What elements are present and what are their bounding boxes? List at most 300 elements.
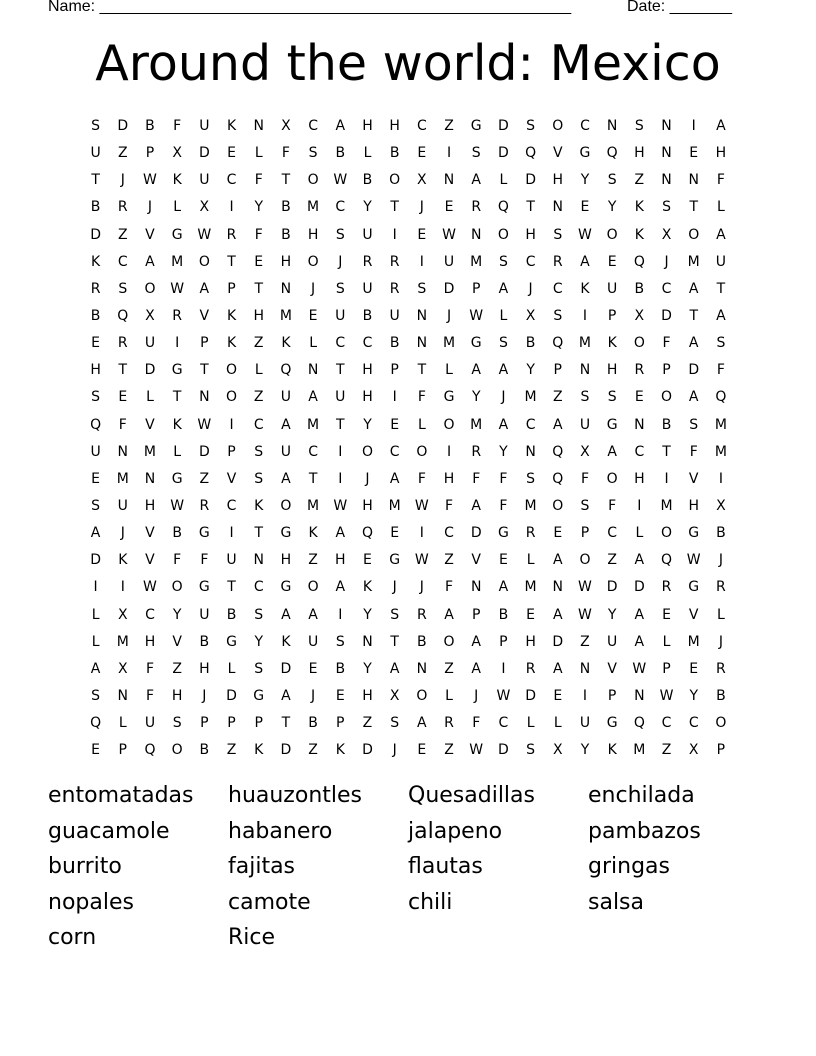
grid-letter: O	[280, 497, 292, 514]
grid-letter: I	[446, 443, 452, 460]
grid-letter: Q	[606, 145, 618, 162]
grid-letter: B	[362, 172, 373, 189]
grid-letter: H	[634, 145, 645, 162]
grid-letter: C	[145, 606, 155, 623]
grid-row	[82, 602, 735, 629]
name-field-line: Name: _____________________________________________________	[48, 0, 572, 15]
grid-letter: Z	[199, 470, 210, 487]
grid-letter: E	[118, 389, 128, 406]
grid-letter: L	[499, 172, 508, 189]
grid-letter: L	[173, 443, 182, 460]
grid-letter: V	[145, 552, 155, 569]
grid-row	[82, 439, 735, 466]
grid-letter: S	[254, 660, 264, 677]
grid-letter: G	[497, 525, 509, 542]
grid-letter: O	[307, 172, 319, 189]
word-list-item: Rice	[228, 925, 276, 951]
grid-letter: B	[525, 335, 536, 352]
grid-letter: O	[171, 742, 183, 759]
grid-letter: O	[307, 253, 319, 270]
grid-letter: H	[199, 660, 210, 677]
grid-letter: E	[417, 742, 427, 759]
grid-letter: V	[688, 470, 699, 487]
grid-letter: K	[281, 335, 291, 352]
grid-row	[82, 466, 735, 493]
grid-letter: R	[226, 226, 237, 243]
grid-letter: F	[580, 470, 589, 487]
grid-letter: I	[718, 470, 723, 487]
grid-letter: J	[501, 389, 506, 406]
grid-letter: M	[470, 253, 483, 270]
grid-letter: Y	[580, 742, 590, 759]
grid-letter: B	[362, 307, 373, 324]
grid-letter: A	[145, 253, 155, 270]
grid-letter: W	[333, 497, 348, 514]
grid-letter: Q	[715, 389, 727, 406]
grid-letter: H	[389, 118, 400, 134]
grid-letter: B	[716, 525, 726, 542]
grid-letter: D	[498, 742, 509, 759]
grid-letter: M	[524, 579, 537, 596]
grid-letter: W	[143, 579, 157, 596]
grid-letter: Z	[552, 389, 563, 406]
grid-letter: F	[472, 470, 481, 487]
grid-letter: C	[607, 525, 618, 542]
grid-letter: N	[579, 362, 591, 379]
grid-letter: A	[688, 335, 699, 352]
grid-letter: A	[498, 579, 509, 596]
grid-letter: R	[172, 307, 183, 324]
grid-row	[82, 656, 735, 683]
grid-letter: Z	[580, 633, 590, 650]
grid-letter: C	[362, 335, 373, 352]
grid-letter: Z	[308, 742, 318, 759]
grid-letter: N	[470, 226, 482, 243]
grid-letter: N	[525, 443, 536, 460]
grid-letter: M	[687, 633, 700, 650]
grid-letter: X	[716, 497, 726, 514]
grid-letter: D	[90, 226, 101, 243]
grid-letter: P	[553, 362, 562, 379]
grid-letter: O	[661, 389, 673, 406]
grid-letter: K	[607, 742, 617, 759]
grid-letter: W	[414, 552, 429, 569]
grid-letter: S	[498, 253, 508, 270]
grid-letter: G	[171, 226, 183, 243]
word-list-item: salsa	[588, 889, 644, 915]
word-list-item: jalapeno	[408, 818, 503, 844]
grid-letter: T	[716, 280, 726, 297]
grid-letter: E	[308, 660, 318, 677]
grid-letter: A	[308, 389, 318, 406]
grid-letter: L	[445, 687, 453, 704]
grid-letter: U	[362, 280, 373, 297]
grid-row	[82, 249, 735, 276]
grid-letter: I	[582, 687, 588, 704]
grid-letter: L	[254, 145, 263, 162]
grid-letter: K	[226, 307, 237, 324]
grid-letter: P	[118, 742, 127, 759]
grid-letter: J	[365, 470, 370, 487]
grid-letter: L	[553, 715, 562, 732]
grid-letter: F	[200, 552, 209, 569]
grid-letter: S	[91, 687, 101, 704]
grid-letter: O	[226, 389, 238, 406]
grid-letter: S	[607, 389, 617, 406]
grid-letter: N	[416, 335, 428, 352]
grid-letter: A	[471, 497, 481, 514]
grid-letter: G	[688, 579, 700, 596]
grid-letter: X	[417, 172, 427, 189]
grid-letter: G	[198, 579, 210, 596]
grid-letter: P	[336, 715, 345, 732]
grid-letter: C	[226, 497, 237, 514]
grid-letter: J	[338, 253, 343, 270]
grid-letter: F	[608, 497, 617, 514]
grid-letter: P	[200, 335, 209, 352]
grid-letter: J	[311, 280, 316, 297]
grid-letter: A	[716, 307, 726, 324]
grid-letter: F	[499, 497, 508, 514]
grid-letter: K	[634, 226, 644, 243]
grid-letter: H	[525, 226, 536, 243]
grid-letter: J	[392, 579, 397, 596]
grid-letter: X	[172, 145, 182, 162]
grid-letter: D	[552, 633, 564, 650]
grid-letter: X	[688, 742, 699, 759]
grid-row	[82, 303, 735, 330]
grid-letter: E	[417, 145, 427, 162]
grid-letter: Y	[499, 443, 508, 460]
date-field-line: Date: _______	[627, 0, 732, 15]
grid-letter: A	[389, 470, 400, 487]
grid-letter: V	[172, 633, 182, 650]
grid-letter: G	[606, 715, 618, 732]
word-list-item: huauzontles	[228, 783, 362, 808]
grid-letter: Y	[689, 687, 698, 704]
grid-letter: F	[254, 226, 263, 243]
grid-letter: D	[470, 525, 482, 542]
grid-letter: E	[580, 199, 590, 216]
grid-letter: M	[442, 335, 456, 352]
grid-letter: E	[634, 389, 644, 406]
grid-letter: T	[172, 389, 182, 406]
grid-letter: A	[471, 172, 481, 189]
word-list-item: gringas	[588, 854, 670, 880]
grid-letter: N	[144, 470, 156, 487]
grid-letter: B	[634, 280, 645, 297]
grid-letter: N	[661, 118, 672, 134]
grid-letter: K	[634, 199, 644, 216]
grid-letter: D	[661, 307, 672, 324]
grid-letter: N	[253, 118, 264, 134]
grid-letter: N	[552, 199, 564, 216]
grid-letter: B	[335, 660, 346, 677]
grid-letter: C	[226, 172, 237, 189]
grid-letter: Z	[308, 552, 318, 569]
word-list-item: flautas	[408, 854, 483, 880]
grid-letter: A	[580, 253, 590, 270]
grid-letter: P	[227, 443, 236, 460]
grid-letter: X	[281, 118, 291, 134]
grid-letter: D	[280, 660, 292, 677]
grid-letter: B	[661, 416, 672, 433]
grid-letter: C	[661, 280, 672, 297]
grid-letter: R	[389, 253, 400, 270]
grid-letter: O	[389, 172, 401, 189]
grid-letter: K	[91, 253, 101, 270]
grid-letter: J	[664, 253, 669, 270]
grid-row	[82, 276, 735, 303]
grid-letter: D	[498, 118, 509, 134]
grid-letter: E	[390, 416, 400, 433]
grid-letter: U	[199, 606, 210, 623]
grid-letter: E	[553, 525, 563, 542]
grid-letter: R	[716, 579, 726, 596]
grid-letter: O	[443, 633, 455, 650]
grid-letter: O	[144, 280, 156, 297]
grid-letter: M	[524, 389, 537, 406]
grid-letter: C	[498, 715, 509, 732]
grid-letter: A	[498, 416, 509, 433]
grid-letter: K	[226, 335, 237, 352]
grid-letter: S	[553, 226, 563, 243]
grid-letter: E	[335, 687, 345, 704]
grid-letter: Y	[607, 199, 617, 216]
grid-letter: O	[606, 470, 618, 487]
grid-letter: D	[688, 362, 700, 379]
word-list-item: burrito	[48, 854, 122, 880]
grid-letter: F	[445, 579, 454, 596]
grid-letter: P	[607, 687, 617, 704]
grid-letter: A	[471, 660, 481, 677]
grid-letter: D	[226, 687, 237, 704]
grid-letter: M	[687, 253, 700, 270]
grid-letter: V	[145, 416, 155, 433]
grid-row	[82, 710, 735, 737]
grid-row	[82, 629, 735, 656]
grid-letter: F	[173, 118, 182, 134]
grid-letter: F	[472, 715, 481, 732]
grid-letter: B	[226, 606, 237, 623]
grid-letter: R	[471, 443, 482, 460]
grid-letter: V	[226, 470, 237, 487]
grid-letter: B	[716, 687, 726, 704]
grid-letter: Z	[117, 226, 128, 243]
grid-letter: B	[389, 335, 400, 352]
grid-letter: A	[552, 660, 563, 677]
grid-letter: Q	[90, 715, 102, 732]
word-list-item: Quesadillas	[408, 783, 535, 808]
grid-row	[82, 520, 735, 547]
grid-letter: C	[389, 443, 400, 460]
grid-letter: F	[417, 389, 426, 406]
grid-letter: K	[335, 742, 345, 759]
grid-letter: A	[471, 362, 481, 379]
grid-letter: M	[143, 443, 157, 460]
grid-letter: H	[362, 362, 373, 379]
grid-letter: Q	[90, 416, 102, 433]
grid-letter: M	[714, 443, 727, 460]
grid-row	[82, 574, 735, 601]
grid-letter: Q	[552, 335, 564, 352]
grid-letter: E	[689, 145, 699, 162]
grid-letter: A	[634, 552, 645, 569]
grid-letter: L	[717, 199, 725, 216]
grid-letter: J	[474, 687, 479, 704]
grid-letter: O	[443, 416, 455, 433]
grid-letter: T	[417, 362, 427, 379]
grid-letter: E	[91, 335, 101, 352]
grid-letter: P	[471, 606, 481, 623]
grid-letter: C	[634, 443, 645, 460]
grid-letter: N	[552, 579, 564, 596]
grid-letter: I	[582, 307, 588, 324]
grid-letter: R	[444, 715, 454, 732]
grid-letter: N	[362, 633, 373, 650]
grid-letter: Y	[254, 633, 263, 650]
grid-letter: I	[229, 199, 234, 216]
grid-letter: I	[175, 335, 180, 352]
grid-letter: R	[552, 253, 563, 270]
grid-letter: C	[552, 280, 563, 297]
grid-letter: V	[199, 307, 210, 324]
grid-letter: J	[419, 579, 424, 596]
grid-letter: G	[253, 687, 265, 704]
grid-letter: S	[417, 280, 427, 297]
grid-letter: A	[634, 606, 645, 623]
grid-letter: D	[198, 443, 210, 460]
grid-letter: O	[661, 525, 673, 542]
grid-letter: C	[308, 118, 318, 134]
grid-letter: J	[446, 307, 452, 324]
grid-letter: Q	[280, 362, 292, 379]
grid-letter: L	[227, 660, 236, 677]
grid-letter: T	[281, 715, 291, 732]
grid-letter: L	[635, 525, 644, 542]
grid-letter: Q	[117, 307, 129, 324]
grid-letter: J	[311, 687, 316, 704]
grid-letter: R	[199, 497, 210, 514]
grid-letter: S	[335, 226, 345, 243]
grid-letter: M	[524, 497, 537, 514]
grid-row	[82, 330, 735, 357]
grid-letter: A	[335, 525, 346, 542]
grid-letter: G	[579, 145, 591, 162]
grid-letter: U	[226, 552, 237, 569]
grid-letter: S	[254, 470, 264, 487]
grid-letter: I	[338, 470, 343, 487]
grid-letter: X	[117, 606, 128, 623]
grid-letter: N	[688, 172, 699, 189]
grid-letter: A	[389, 660, 400, 677]
grid-letter: A	[335, 118, 346, 134]
grid-letter: W	[659, 687, 674, 704]
grid-letter: N	[606, 118, 618, 134]
grid-letter: B	[172, 525, 182, 542]
grid-letter: W	[442, 226, 456, 243]
grid-letter: M	[660, 497, 673, 514]
grid-letter: Z	[661, 742, 672, 759]
grid-letter: E	[91, 470, 101, 487]
grid-letter: Q	[497, 199, 509, 216]
grid-letter: F	[118, 416, 127, 433]
grid-letter: U	[389, 307, 400, 324]
grid-letter: S	[526, 118, 536, 134]
grid-letter: N	[416, 660, 428, 677]
grid-letter: F	[254, 172, 263, 189]
grid-letter: F	[445, 497, 454, 514]
grid-letter: U	[144, 715, 156, 732]
grid-letter: M	[307, 199, 320, 216]
grid-letter: T	[390, 633, 399, 650]
grid-letter: Y	[172, 606, 182, 623]
grid-letter: T	[689, 199, 698, 216]
grid-letter: Y	[363, 416, 372, 433]
grid-row	[82, 140, 735, 167]
grid-letter: H	[307, 226, 319, 243]
grid-letter: U	[335, 389, 346, 406]
grid-letter: T	[254, 280, 263, 297]
grid-letter: U	[280, 389, 292, 406]
grid-letter: R	[389, 280, 400, 297]
grid-letter: I	[338, 606, 343, 623]
grid-letter: M	[171, 253, 184, 270]
grid-letter: G	[606, 416, 618, 433]
grid-letter: R	[525, 525, 536, 542]
grid-row	[82, 493, 735, 520]
grid-letter: I	[419, 253, 424, 270]
grid-letter: Z	[172, 660, 182, 677]
grid-letter: O	[606, 226, 618, 243]
grid-letter: H	[171, 687, 183, 704]
grid-letter: G	[171, 470, 183, 487]
grid-letter: X	[117, 660, 128, 677]
grid-letter: T	[91, 172, 100, 189]
grid-letter: S	[580, 497, 590, 514]
grid-row	[82, 167, 735, 194]
grid-letter: K	[118, 552, 128, 569]
grid-letter: X	[525, 307, 536, 324]
grid-letter: C	[580, 118, 590, 134]
grid-letter: I	[229, 416, 234, 433]
grid-letter: B	[498, 606, 509, 623]
grid-letter: S	[335, 633, 345, 650]
grid-letter: Z	[444, 552, 454, 569]
grid-letter: N	[253, 552, 264, 569]
grid-letter: W	[197, 416, 212, 433]
grid-letter: A	[688, 280, 699, 297]
grid-letter: T	[336, 416, 345, 433]
grid-letter: A	[90, 525, 101, 542]
grid-letter: R	[416, 606, 427, 623]
grid-letter: H	[280, 253, 292, 270]
grid-letter: N	[416, 307, 428, 324]
grid-letter: H	[144, 633, 156, 650]
grid-letter: P	[662, 362, 671, 379]
grid-letter: H	[280, 552, 292, 569]
grid-letter: R	[661, 579, 672, 596]
grid-row	[82, 194, 735, 221]
grid-letter: S	[689, 416, 699, 433]
grid-letter: E	[390, 525, 400, 542]
grid-letter: W	[170, 497, 185, 514]
grid-letter: J	[147, 199, 153, 216]
grid-letter: C	[335, 335, 346, 352]
grid-letter: Z	[253, 335, 264, 352]
grid-letter: L	[146, 389, 154, 406]
grid-letter: T	[336, 362, 345, 379]
